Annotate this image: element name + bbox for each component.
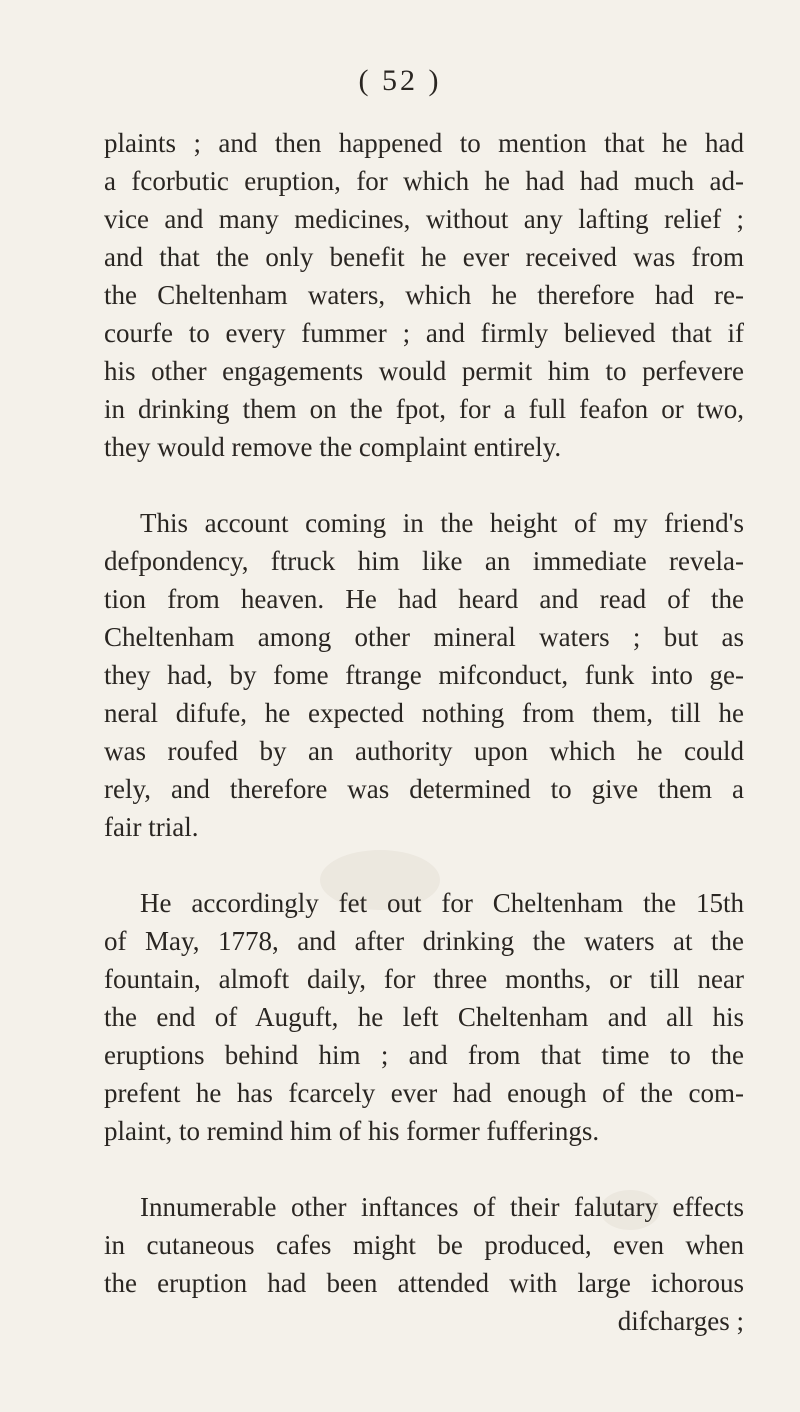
text-line: plaint, to remind him of his former fufferings. (104, 1116, 600, 1146)
text-line: He accordingly fet out for Cheltenham the 15th (140, 888, 744, 918)
paragraph-3 (104, 884, 744, 1150)
paragraph-1 (104, 124, 744, 466)
text-line: rely, and therefore was determined to give them a (104, 774, 744, 804)
text-line: This account coming in the height of my friend's (140, 508, 744, 538)
page-number: ( 52 ) (358, 64, 442, 97)
text-line: his other engagements would permit him to perfevere (104, 356, 744, 386)
paragraph-gap (104, 846, 744, 884)
text-line: neral difufe, he expected nothing from them, till he (104, 698, 744, 728)
text-line: was roufed by an authority upon which he could (104, 736, 744, 766)
catchword: difcharges ; (617, 1306, 744, 1336)
text-line: tion from heaven. He had heard and read of the (104, 584, 744, 614)
text-line: prefent he has fcarcely ever had enough of the com- (104, 1078, 744, 1108)
text-line: the end of Auguft, he left Cheltenham and all his (104, 1002, 744, 1032)
text-line: fountain, almoft daily, for three months, or till near (104, 964, 744, 994)
text-line: eruptions behind him ; and from that time to the (104, 1040, 744, 1070)
body-text (104, 124, 744, 1340)
text-line: they had, by fome ftrange mifconduct, funk into ge- (104, 660, 744, 690)
text-line: a fcorbutic eruption, for which he had had much ad- (104, 166, 744, 196)
paragraph-gap (104, 1150, 744, 1188)
text-line: vice and many medicines, without any lafting relief ; (104, 204, 744, 234)
text-line: plaints ; and then happened to mention that he had (104, 128, 744, 158)
text-line: the Cheltenham waters, which he therefore had re- (104, 280, 744, 310)
text-line: they would remove the complaint entirely. (104, 432, 562, 462)
text-line: Innumerable other inftances of their falutary effects (140, 1192, 744, 1222)
paragraph-gap (104, 466, 744, 504)
text-line: fair trial. (104, 812, 199, 842)
text-line: and that the only benefit he ever received was from (104, 242, 744, 272)
text-line: in drinking them on the fpot, for a full feafon or two, (104, 394, 744, 424)
paragraph-2 (104, 504, 744, 846)
text-line: of May, 1778, and after drinking the waters at the (104, 926, 744, 956)
text-line: Cheltenham among other mineral waters ; but as (104, 622, 744, 652)
text-line: defpondency, ftruck him like an immediate revela- (104, 546, 744, 576)
text-line: the eruption had been attended with large ichorous (104, 1268, 744, 1298)
text-line: in cutaneous cafes might be produced, even when (104, 1230, 744, 1260)
paragraph-4 (104, 1188, 744, 1340)
text-line: courfe to every fummer ; and firmly believed that if (104, 318, 744, 348)
